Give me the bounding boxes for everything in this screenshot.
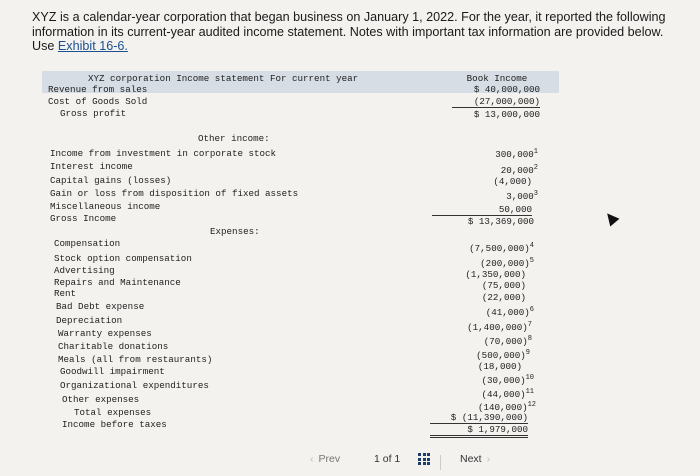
row-label: Goodwill impairment — [60, 366, 165, 377]
next-button[interactable] — [460, 453, 490, 465]
page-count: 1 of 1 — [374, 453, 401, 465]
next-label: Next — [460, 453, 482, 465]
income-statement — [32, 66, 572, 442]
row-value: 300,000$^1$ — [495, 148, 538, 160]
row-value: $(1,400,000)^7$ — [467, 321, 532, 333]
row-value: $ 1,979,000 — [430, 424, 528, 438]
pagination — [310, 452, 520, 470]
prev-button[interactable] — [310, 453, 340, 465]
grid-icon[interactable] — [418, 453, 430, 465]
row-label: Charitable donations — [58, 341, 169, 352]
row-value: (75,000) — [481, 280, 526, 291]
chevron-left-icon: ‹ — [310, 453, 314, 465]
row-value: (22,000) — [481, 292, 526, 303]
row-value: $(30,000)^{10}$ — [481, 374, 534, 386]
row-value: $ 40,000,000 — [473, 84, 540, 95]
row-label: Stock option compensation — [54, 253, 192, 264]
row-value: $(44,000)^{11}$ — [481, 388, 534, 400]
row-label: Gross Income — [50, 213, 117, 224]
row-value: 3,000$^3$ — [506, 190, 538, 202]
row-value: $(7,500,000)^4$ — [469, 242, 534, 254]
row-label: Bad Debt expense — [56, 301, 145, 312]
row-value: $(70,000)^8$ — [483, 335, 532, 347]
row-value: $ 13,000,000 — [473, 109, 540, 120]
row-label: Rent — [54, 288, 77, 299]
row-value: (27,000,000) — [452, 96, 540, 108]
row-value: $(200,000)^5$ — [480, 257, 534, 269]
row-value: $ (11,390,000) — [430, 412, 528, 424]
row-value: $(41,000)^6$ — [485, 306, 534, 318]
row-label: Depreciation — [56, 315, 123, 326]
row-label: Gross profit — [60, 108, 127, 119]
row-label: Compensation — [54, 238, 121, 249]
row-value: 20,000$^2$ — [500, 164, 538, 176]
chevron-right-icon: › — [486, 453, 491, 465]
row-label: Meals (all from restaurants) — [58, 354, 213, 365]
expenses-heading: Expenses: — [210, 226, 260, 237]
row-label: Interest income — [50, 161, 133, 172]
question-text-block — [32, 10, 687, 54]
row-label: Advertising — [54, 265, 115, 276]
row-label: Income from investment in corporate stock — [50, 148, 277, 159]
statement-title: XYZ corporation Income statement For current year — [88, 73, 359, 84]
other-income-heading: Other income: — [198, 133, 270, 144]
exhibit-link[interactable]: Exhibit 16-6. — [57, 39, 128, 53]
prev-label: Prev — [318, 453, 341, 465]
question-text: XYZ is a calendar-year corporation that began business on January 1, 2022. For the year, it reported the following information in its current-year audited income statement. Notes with important tax information are provided below. Use — [32, 10, 666, 53]
row-value: 50,000 — [432, 204, 532, 216]
row-value: (1,350,000) — [465, 269, 526, 280]
row-label: Miscellaneous income — [50, 201, 161, 212]
row-label: Organizational expenditures — [60, 380, 209, 391]
row-label: Revenue from sales — [48, 84, 148, 95]
row-value: (4,000) — [493, 176, 532, 187]
row-value: $(140,000)^{12}$ — [477, 401, 536, 413]
row-label: Total expenses — [74, 407, 152, 418]
row-value: $(500,000)^9$ — [476, 349, 530, 361]
row-label: Repairs and Maintenance — [54, 277, 181, 288]
mouse-cursor-icon — [603, 210, 620, 227]
row-label: Warranty expenses — [58, 328, 152, 339]
row-value: $ 13,369,000 — [467, 216, 534, 227]
column-header: Book Income — [466, 73, 528, 84]
row-value: (18,000) — [477, 361, 522, 372]
row-label: Capital gains (losses) — [50, 175, 172, 186]
row-label: Other expenses — [62, 394, 140, 405]
row-label: Cost of Goods Sold — [48, 96, 148, 107]
row-label: Income before taxes — [62, 419, 167, 430]
row-label: Gain or loss from disposition of fixed assets — [50, 188, 299, 199]
